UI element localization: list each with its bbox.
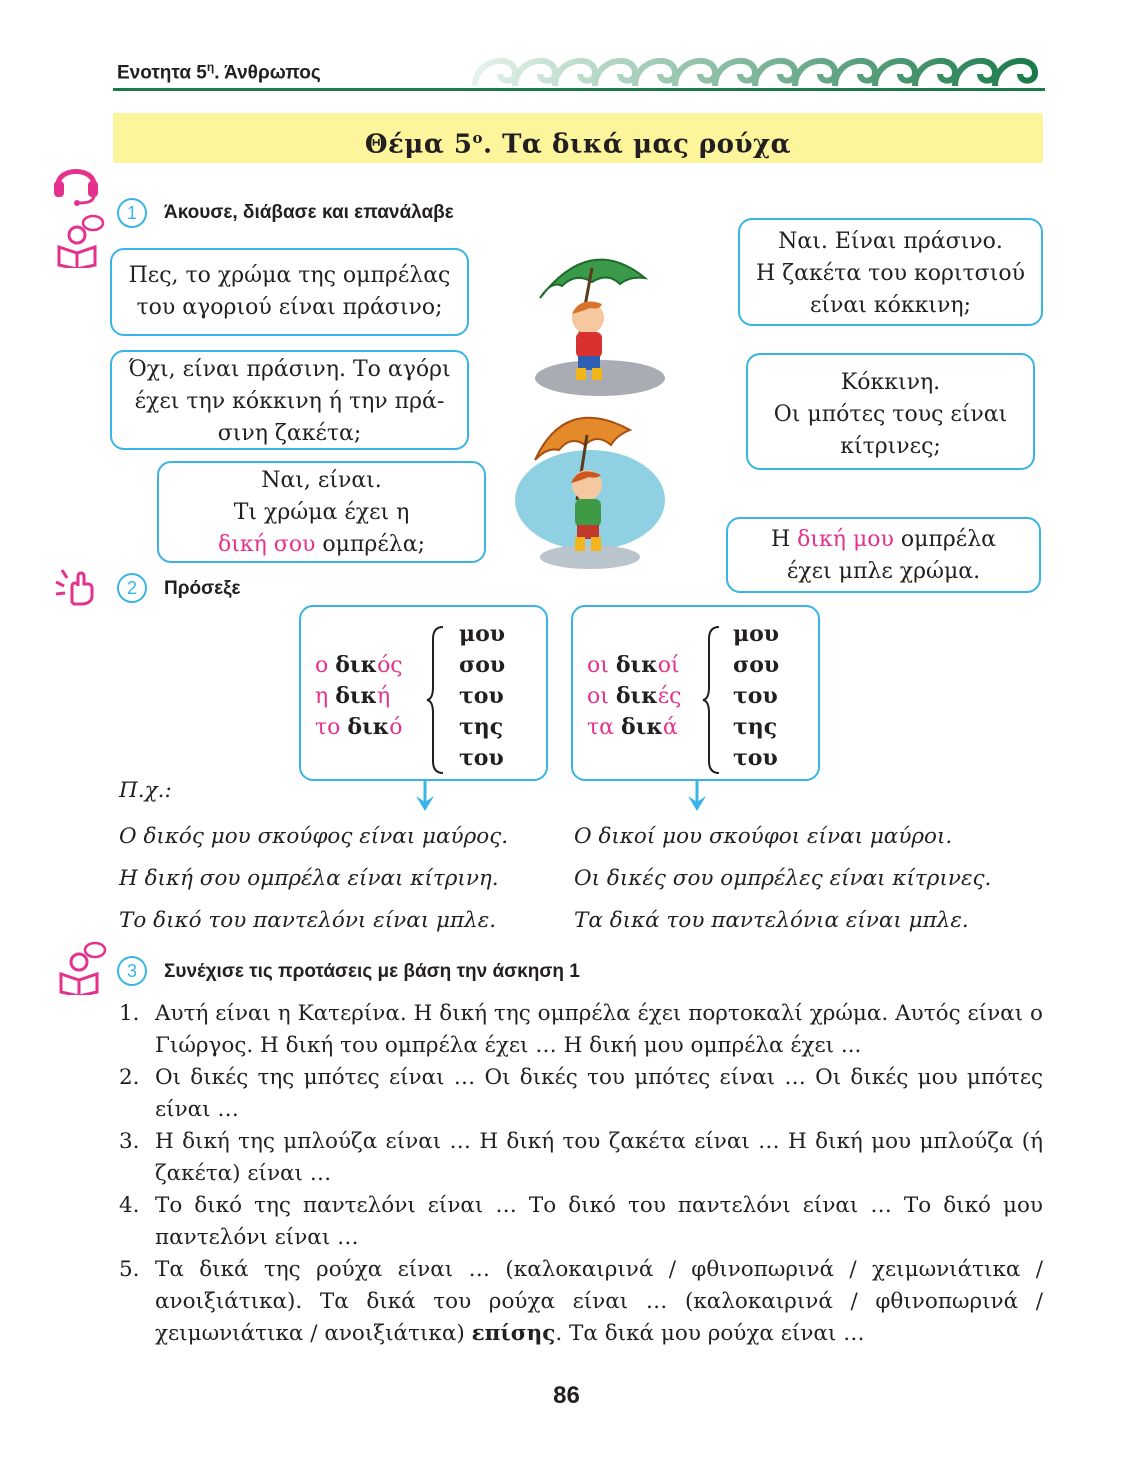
article: ο — [315, 653, 336, 678]
exercise-item — [119, 1126, 1043, 1190]
section-2-title: Πρόσεξε — [164, 578, 241, 599]
exercise-item — [119, 1254, 1043, 1350]
exercise-number: 5. — [119, 1257, 140, 1282]
examples-left — [119, 816, 508, 942]
header-rule — [113, 88, 1045, 91]
unit-header — [117, 60, 321, 84]
section-3-number: 3 — [117, 956, 147, 986]
reading-child-icon — [55, 213, 105, 268]
singular-row — [315, 681, 403, 712]
plural-row — [587, 681, 681, 712]
bubble-6-line-1 — [728, 524, 1039, 556]
exercise-number: 4. — [119, 1193, 140, 1218]
bubble-6-post: ομπρέλα — [893, 527, 997, 552]
bubble-1-line-1: Πες, το χρώμα της ομπρέλας — [128, 263, 451, 288]
section-1-number: 1 — [117, 198, 147, 228]
stem: δικ — [335, 652, 378, 678]
pronoun: μου — [459, 621, 506, 647]
title-sup: ο — [472, 129, 483, 147]
stem: δικ — [335, 683, 377, 709]
example-sentence: Τα δικά του παντελόνια είναι μπλε. — [574, 908, 969, 933]
article: το — [315, 715, 348, 740]
bubble-4-line-2: Η ζακέτα του κοριτσιού — [756, 261, 1025, 286]
exercise-item — [119, 998, 1043, 1062]
bubble-3-line-1: Ναι, είναι. — [261, 468, 382, 493]
unit-rest: . Άνθρωπος — [214, 62, 321, 84]
exercise-number: 2. — [119, 1065, 140, 1090]
exercise-bold: επίσης — [471, 1321, 556, 1346]
exercise-text: Οι δικές της μπότες είναι … Οι δικές του μπότες είναι … Οι δικές μου μπότες είναι … — [155, 1065, 1043, 1122]
bubble-3-highlight: δική σου — [218, 532, 316, 557]
unit-title: Ενοτητα 5 — [117, 62, 207, 84]
speech-bubble-5 — [746, 353, 1035, 470]
ending: ό — [389, 715, 403, 740]
title-rest: . Τα δικά μας ρούχα — [482, 129, 792, 160]
boy-with-green-umbrella-illustration — [520, 238, 670, 400]
stem: δικ — [615, 683, 658, 709]
pronoun-list-plural — [733, 619, 779, 774]
exercise-text: Η δική της μπλούζα είναι … Η δική του ζακέτα είναι … Η δική μου μπλούζα (ή ζακέτα) είναι … — [155, 1129, 1043, 1186]
exercise-list — [119, 998, 1043, 1350]
bubble-6-line-2: έχει μπλε χρώμα. — [786, 559, 981, 584]
bubble-2-line-1: Όχι, είναι πράσινη. Το αγόρι — [128, 357, 451, 382]
example-sentence: Η δική σου ομπρέλα είναι κίτρινη. — [119, 866, 499, 891]
section-3-title: Συνέχισε τις προτάσεις με βάση την άσκηση 1 — [164, 961, 580, 982]
title-band — [113, 113, 1043, 163]
article: οι — [587, 684, 616, 709]
example-sentence: Ο δικός μου σκούφος είναι μαύρος. — [119, 824, 509, 849]
speech-bubble-3 — [157, 461, 486, 563]
examples-right — [574, 816, 991, 942]
unit-sup: η — [206, 60, 215, 74]
article: η — [315, 684, 336, 709]
arrow-down-icon — [414, 780, 436, 812]
section-2-number: 2 — [117, 573, 147, 603]
exercise-text: Το δικό της παντελόνι είναι … Το δικό του παντελόνι είναι … Το δικό μου παντελόνι είναι … — [155, 1193, 1043, 1250]
bubble-5-line-3: κίτρινες; — [840, 434, 941, 459]
pronoun: του — [733, 683, 778, 709]
plural-row — [587, 712, 681, 743]
exercise-item — [119, 1062, 1043, 1126]
page-title — [113, 113, 1043, 170]
ending: ή — [377, 684, 391, 709]
exercise-text: Τα δικά της ρούχα είναι … (καλοκαιρινά / φθινοπωρινά / χειμωνιάτικα / ανοιξιάτικα). Τα δικά του ρούχα είναι … (καλοκαιρινά / φθινοπωρινά / χειμωνιάτικα / ανοιξιάτικα) — [155, 1257, 1043, 1346]
singular-row — [315, 650, 403, 681]
hand-attention-icon — [52, 564, 98, 606]
bubble-4-line-3: είναι κόκκινη; — [810, 293, 971, 318]
pronoun: σου — [733, 652, 780, 678]
example-sentence: Το δικό του παντελόνι είναι μπλε. — [119, 908, 497, 933]
speech-bubble-6 — [726, 517, 1041, 593]
wave-ornament — [470, 48, 1045, 88]
bubble-6-pre: Η — [770, 527, 798, 552]
bubble-3-line-3 — [159, 529, 484, 561]
ending: οί — [657, 653, 680, 678]
speech-bubble-1 — [110, 248, 469, 336]
plural-forms — [587, 650, 681, 743]
reading-child-icon-2 — [57, 940, 107, 995]
exercise-number: 1. — [119, 1001, 140, 1026]
pronoun: σου — [459, 652, 506, 678]
possessive-table-plural — [571, 605, 820, 781]
article: τα — [587, 715, 622, 740]
exercise-text: Αυτή είναι η Κατερίνα. Η δική της ομπρέλα έχει πορτοκαλί χρώμα. Αυτός είναι ο Γιώργος. Η δική του ομπρέλα έχει … Η δική μου ομπρέλα έχει ... — [155, 1001, 1043, 1058]
section-1-title: Άκουσε, διάβασε και επανάλαβε — [164, 202, 454, 223]
pronoun: του — [459, 683, 504, 709]
exercise-item — [119, 1190, 1043, 1254]
bubble-1-line-2: του αγοριού είναι πράσινο; — [136, 295, 443, 320]
exercise-text: . Τα δικά μου ρούχα είναι … — [555, 1321, 865, 1346]
example-sentence: Ο δικοί μου σκούφοι είναι μαύροι. — [574, 824, 953, 849]
bubble-3-line-2: Τι χρώμα έχει η — [233, 500, 410, 525]
bubble-6-highlight: δική μου — [797, 527, 894, 552]
pronoun: του — [733, 745, 778, 771]
bubble-5-line-1: Κόκκινη. — [840, 370, 941, 395]
bubble-5-line-2: Οι μπότες τους είναι — [773, 402, 1008, 427]
girl-with-orange-umbrella-illustration — [505, 405, 670, 575]
ending: ές — [657, 684, 682, 709]
exercise-number: 3. — [119, 1129, 140, 1154]
curly-brace — [701, 625, 723, 775]
examples-label: Π.χ.: — [119, 778, 172, 803]
bubble-4-line-1: Ναι. Είναι πράσινο. — [778, 229, 1003, 254]
arrow-down-icon — [686, 780, 708, 812]
ending: ός — [377, 653, 403, 678]
pronoun-list-singular — [459, 619, 505, 774]
page-number: 86 — [553, 1382, 580, 1409]
stem: δικ — [347, 714, 390, 740]
possessive-table-singular — [299, 605, 548, 781]
stem: δικ — [615, 652, 658, 678]
headphones-icon — [50, 155, 102, 207]
bubble-2-line-2: έχει την κόκκινη ή την πρά- — [134, 389, 445, 414]
singular-forms — [315, 650, 403, 743]
plural-row — [587, 650, 681, 681]
pronoun: του — [459, 745, 504, 771]
title-main: Θέμα 5 — [364, 129, 473, 160]
curly-brace — [425, 625, 447, 775]
speech-bubble-2 — [110, 350, 469, 450]
pronoun: της — [733, 714, 778, 740]
ending: ά — [662, 715, 678, 740]
bubble-3-rest: ομπρέλα; — [315, 532, 425, 557]
speech-bubble-4 — [738, 218, 1043, 326]
example-sentence: Οι δικές σου ομπρέλες είναι κίτρινες. — [574, 866, 992, 891]
pronoun: της — [459, 714, 504, 740]
article: οι — [587, 653, 616, 678]
singular-row — [315, 712, 403, 743]
stem: δικ — [621, 714, 663, 740]
bubble-2-line-3: σινη ζακέτα; — [217, 421, 362, 446]
pronoun: μου — [733, 621, 780, 647]
